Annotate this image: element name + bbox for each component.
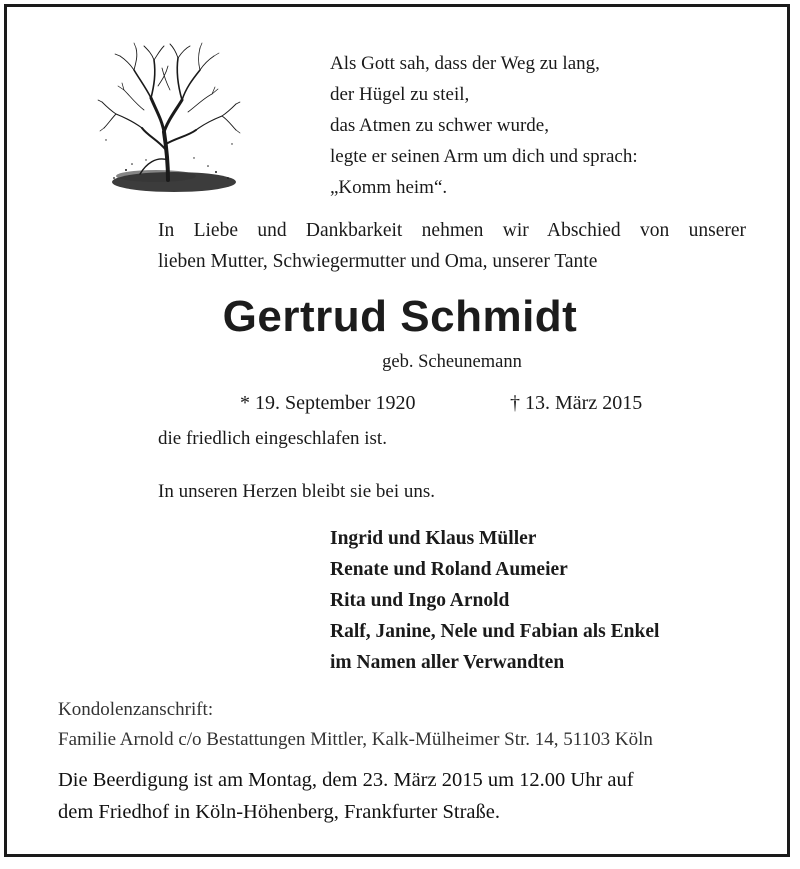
condolence-label: Kondolenzanschrift: bbox=[58, 699, 214, 720]
mourner-entry: Rita und Ingo Arnold bbox=[330, 590, 510, 611]
intro-text bbox=[158, 215, 746, 277]
mourner-entry: im Namen aller Verwandten bbox=[330, 652, 565, 673]
deceased-name: Gertrud Schmidt bbox=[222, 292, 578, 341]
mourners-list bbox=[330, 523, 659, 678]
mourner-entry: Ralf, Janine, Nele und Fabian als Enkel bbox=[330, 621, 660, 642]
passing-text: die friedlich eingeschlafen ist. bbox=[158, 428, 387, 449]
maiden-name: geb. Scheunemann bbox=[382, 352, 522, 372]
funeral-line: dem Friedhof in Köln-Höhenberg, Frankfurter Straße. bbox=[58, 801, 500, 823]
remembrance-text: In unseren Herzen bleibt sie bei uns. bbox=[158, 481, 435, 502]
birth-date: * 19. September 1920 bbox=[240, 392, 416, 414]
condolence-address: Familie Arnold c/o Bestattungen Mittler, Kalk-Mülheimer Str. 14, 51103 Köln bbox=[58, 729, 653, 750]
mourner-entry: Renate und Roland Aumeier bbox=[330, 559, 568, 580]
death-date: † 13. März 2015 bbox=[510, 392, 643, 414]
poem-line: das Atmen zu schwer wurde, bbox=[330, 115, 549, 136]
intro-line: lieben Mutter, Schwiegermutter und Oma, unserer Tante bbox=[158, 251, 598, 272]
intro-line: In Liebe und Dankbarkeit nehmen wir Abschied von unserer bbox=[158, 220, 746, 241]
mourner-entry: Ingrid und Klaus Müller bbox=[330, 528, 537, 549]
poem bbox=[330, 48, 638, 203]
poem-line: der Hügel zu steil, bbox=[330, 84, 470, 105]
funeral-info bbox=[58, 764, 748, 828]
poem-line: „Komm heim“. bbox=[330, 177, 448, 198]
poem-line: Als Gott sah, dass der Weg zu lang, bbox=[330, 53, 600, 74]
bare-tree-icon bbox=[96, 40, 242, 200]
poem-line: legte er seinen Arm um dich und sprach: bbox=[330, 146, 638, 167]
funeral-line: Die Beerdigung ist am Montag, dem 23. März 2015 um 12.00 Uhr auf bbox=[58, 769, 634, 791]
